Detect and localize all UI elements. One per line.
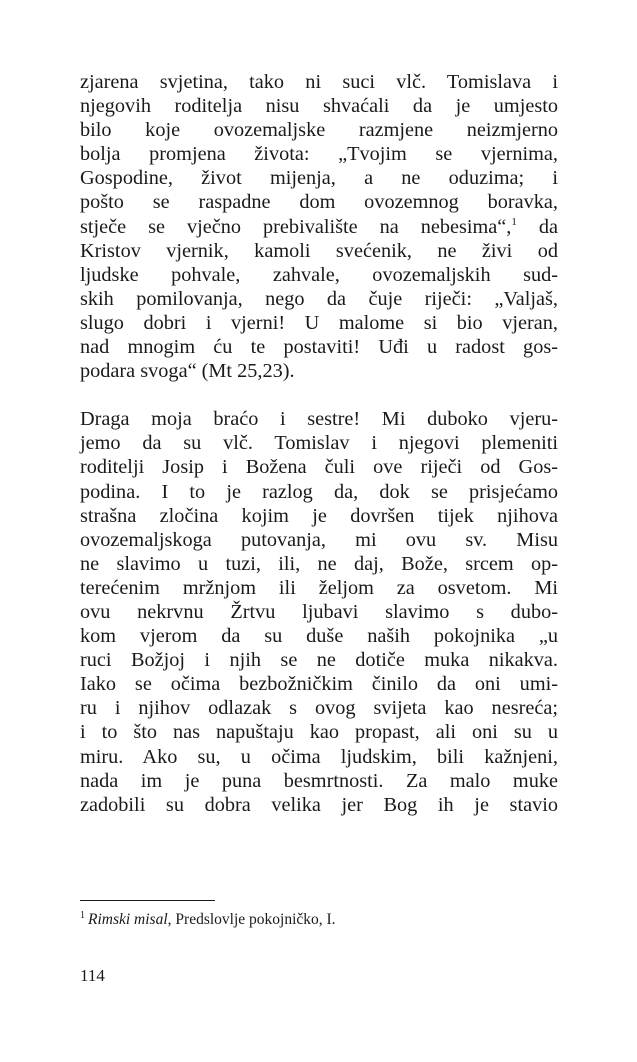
text-line: jemo da su vlč. Tomislav i njegovi plemeniti — [80, 432, 558, 455]
paragraph-1 — [80, 70, 558, 383]
text-line: Kristov vjernik, kamoli svećenik, ne živi od — [80, 239, 558, 262]
text-line: skih pomilovanja, nego da čuje riječi: „Valjaš, — [80, 287, 558, 310]
text-line-with-footnote-ref — [80, 215, 558, 239]
footnote-divider — [80, 900, 215, 901]
text-line: roditelji Josip i Božena čuli ove riječi od Gos- — [80, 456, 558, 479]
text-line: njegovih roditelja nisu shvaćali da je umjesto — [80, 95, 558, 118]
text-line: ovu nekrvnu Žrtvu ljubavi slavimo s dubo- — [80, 600, 558, 623]
text-line: terećenim mržnjom ili željom za osvetom. Mi — [80, 576, 558, 599]
text-line: i to što nas napuštaju kao propast, ali oni su u — [80, 721, 558, 744]
text-line: bolja promjena života: „Tvojim se vjernima, — [80, 143, 558, 166]
text-line: ljudske pohvale, zahvale, ovozemaljskih sud- — [80, 263, 558, 286]
text-line: ru i njihov odlazak s ovog svijeta kao nesreća; — [80, 697, 558, 720]
paragraph-2 — [80, 407, 558, 817]
text-line: nada im je puna besmrtnosti. Za malo muke — [80, 769, 558, 792]
text-line: podara svoga“ (Mt 25,23). — [80, 360, 295, 383]
text-line: zadobili su dobra velika jer Bog ih je stavio — [80, 793, 558, 816]
text-line: ne slavimo u tuzi, ili, ne daj, Bože, srcem op- — [80, 552, 558, 575]
page-number: 114 — [80, 966, 105, 985]
page-body — [80, 70, 558, 817]
footnote-reference: 1 — [511, 215, 517, 228]
text-line: slugo dobri i vjerni! U malome si bio vjeran, — [80, 311, 558, 334]
text-segment: da — [516, 215, 559, 238]
text-line: pošto se raspadne dom ovozemnog boravka, — [80, 191, 558, 214]
text-line: Iako se očima bezbožničkim činilo da oni umi- — [80, 673, 558, 696]
text-line: Gospodine, život mijenja, a ne oduzima; i — [80, 167, 558, 190]
text-line: nad mnogim ću te postaviti! Uđi u radost gos- — [80, 336, 558, 359]
text-line: miru. Ako su, u očima ljudskim, bili kažnjeni, — [80, 745, 558, 768]
text-line: kom vjerom da su duše naših pokojnika „u — [80, 625, 558, 648]
footnote-mark: 1 — [80, 910, 85, 921]
paragraph-gap — [80, 383, 558, 407]
text-line: ruci Božjoj i njih se ne dotiče muka nikakva. — [80, 649, 558, 672]
text-line: bilo koje ovozemaljske razmjene neizmjerno — [80, 119, 558, 142]
footnote-text: , Predslovlje pokojničko, I. — [167, 911, 336, 928]
text-line: ovozemaljskoga putovanja, mi ovu sv. Misu — [80, 528, 558, 551]
text-line: Draga moja braćo i sestre! Mi duboko vjeru- — [80, 408, 558, 431]
text-line: podina. I to je razlog da, dok se prisjećamo — [80, 480, 558, 503]
footnote-title: Rimski misal — [88, 911, 168, 928]
text-line: zjarena svjetina, tako ni suci vlč. Tomislava i — [80, 71, 558, 93]
text-line: strašna zločina kojim je dovršen tijek njihova — [80, 504, 558, 527]
text-segment: stječe se vječno prebivalište na nebesima“, — [80, 215, 512, 238]
footnote — [80, 910, 558, 930]
